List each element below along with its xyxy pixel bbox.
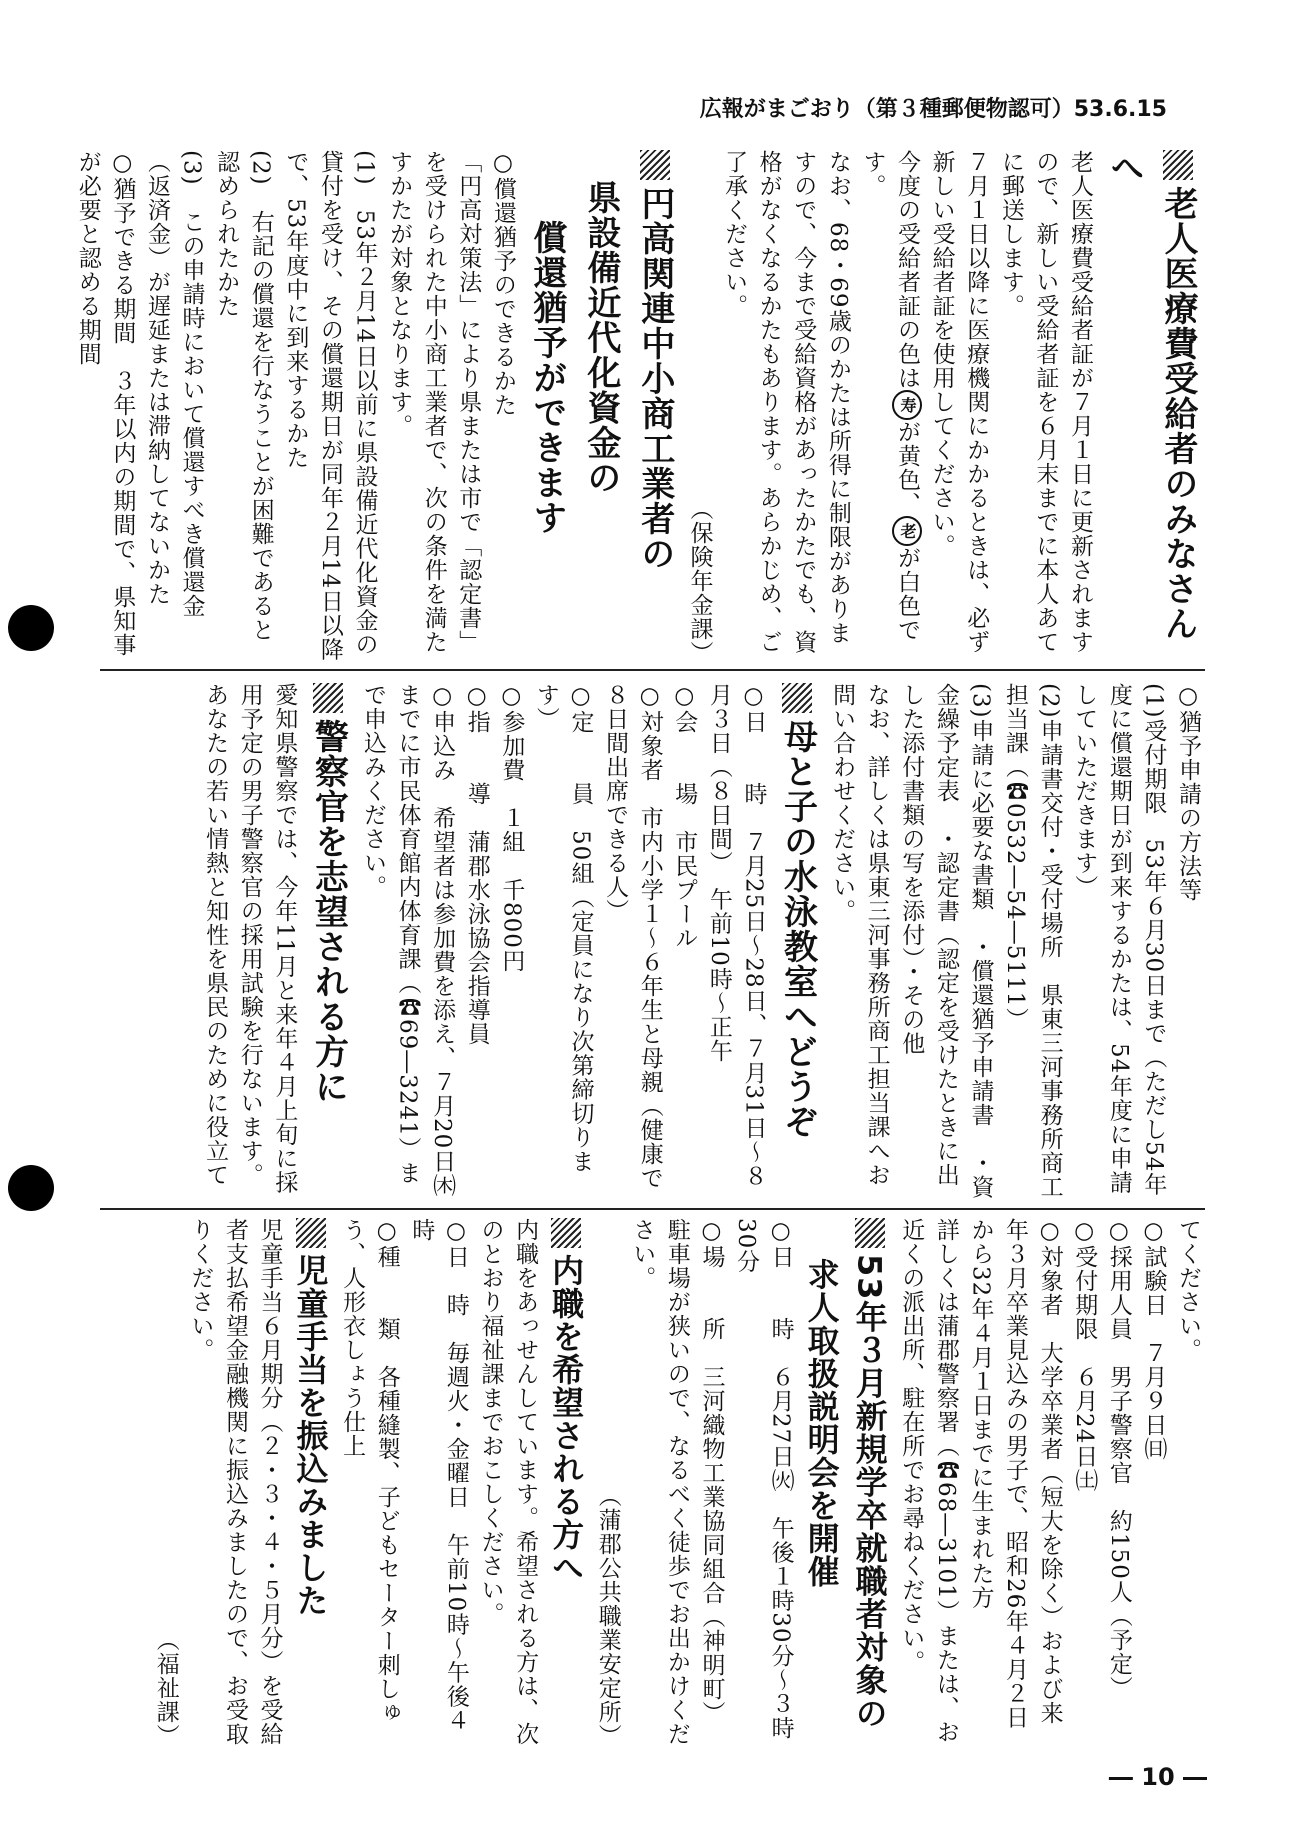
hatch-mark-icon <box>313 683 343 713</box>
list-item: ○指 導 蒲郡水泳協会指導員 <box>463 683 490 1046</box>
hatch-mark-icon <box>640 150 670 180</box>
band-bottom-column <box>100 1218 1205 1748</box>
list-item: ○日 時 毎週火・金曜日 午前10時～午後４時 <box>408 1218 469 1733</box>
list-item: ○猶予申請の方法等 <box>1175 683 1201 902</box>
page-header: 広報がまごおり（第３種郵便物認可）53.6.15 <box>699 97 1167 122</box>
list-item: ○日 時 ６月27日㈫ 午後１時30分～３時30分 <box>733 1218 794 1740</box>
punch-hole-bottom <box>8 1165 54 1211</box>
divider <box>100 1208 1205 1210</box>
band-top <box>74 150 1205 665</box>
article-title: 求人取扱説明会を開催 <box>802 1258 841 1588</box>
hatch-mark-icon <box>551 1218 581 1248</box>
list-item: (1)受付期限 53年６月30日まで（ただし54年度に償還期日が到来するかたは、54年度に申請していただきます） <box>1071 683 1167 1197</box>
badge-ro: 老 <box>892 516 922 546</box>
list-item: ○受付期限 ６月24日㈯ <box>1071 1218 1098 1493</box>
article-title: 老人医療費受給者のみなさんへ <box>1104 150 1198 641</box>
article-paragraph: なお、68・69歳のかたは所得に制限がありますので、今まで受給資格があったかたでも、資格がなくなるかたもあります。あらかじめ、ご了承ください。 <box>721 150 851 654</box>
list-item: なお、詳しくは県東三河事務所商工担当課へお問い合わせください。 <box>829 683 890 1187</box>
hatch-mark-icon <box>1163 150 1193 180</box>
article-paragraph: 今度の受給者証の色は寿が黄色、老が白色です。 <box>859 150 921 642</box>
band-bottom <box>100 1218 1205 1748</box>
list-item: ○対象者 市内小学１～６年生と母親（健康で８日間出席できる人） <box>602 683 663 1190</box>
article-title: 53年３月新規学卒就職者対象の <box>846 1218 894 1748</box>
hatch-mark-icon <box>782 683 812 713</box>
band-middle <box>100 683 1205 1201</box>
list-item: ○日 時 ７月25日～28日、７月31日～８月３日（８日間） 午前10時～正午 <box>705 683 767 1188</box>
list-item: ○猶予できる期間 ３年以内の期間で、県知事が必要と認める期間 <box>74 150 136 657</box>
article-credit: （蒲郡公共職業安定所） <box>594 1484 621 1748</box>
article-paragraph: あなたの若い情熱と知性を県民のために役立て <box>202 683 229 1187</box>
list-item: 「円高対策法」により県または市で「認定書」を受けられた中小商工業者で、次の条件を満たすかたが対象となります。 <box>386 150 482 654</box>
list-item: ○試験日 ７月９日㈰ <box>1140 1218 1167 1461</box>
list-item: (2)申請書交付・受付場所 県東三河事務所商工担当課（☎0532―54―5111） <box>1002 683 1063 1199</box>
list-item: ○参加費 １組 千800円 <box>498 683 525 973</box>
article-paragraph: 老人医療費受給者証が７月１日に更新されますので、新しい受給者証を６月末までに本人あてに郵送します。 <box>997 150 1093 654</box>
article-title: 内職を希望される方へ <box>542 1218 590 1748</box>
hatch-mark-icon <box>296 1218 326 1248</box>
article-credit: （保険年金課） <box>686 497 713 665</box>
divider <box>100 669 1205 671</box>
article-title: 警察官を志望される方に <box>301 683 355 1201</box>
article-title: 償還猶予ができます <box>526 220 567 535</box>
article-credit: （福祉課） <box>152 1628 179 1748</box>
list-item: てください。 <box>1175 1218 1201 1362</box>
list-item: 詳しくは蒲郡警察署（☎68―3101）または、お近くの派出所、駐在所でお尋ねください。 <box>898 1218 959 1744</box>
list-item: ○申込み 希望者は参加費を添え、７月20日㈭までに市民体育館内体育課（☎69―3241）まで申込みください。 <box>359 683 456 1198</box>
article-paragraph: 児童手当６月期分（２・３・４・５月分）を受給者支払希望金融機関に振込みましたので、お受取りください。 <box>187 1218 283 1746</box>
list-item: ○定 員 50組（定員になり次第締切ります） <box>532 683 594 1174</box>
punch-hole-top <box>8 605 54 651</box>
list-item: 駐車場が狭いので、なるべく徒歩でお出かけください。 <box>629 1218 690 1746</box>
list-item: ○償還猶予のできるかた <box>489 150 516 417</box>
article-title: 児童手当を振込みました <box>287 1218 335 1748</box>
article-paragraph: 内職をあっせんしています。希望される方は、次のとおり福祉課までおこしください。 <box>477 1218 539 1746</box>
article-paragraph: 愛知県警察では、今年11月と来年４月上旬に採用予定の男子警察官の採用試験を行ないます。 <box>236 683 298 1195</box>
badge-kotobuki: 寿 <box>892 390 922 420</box>
list-item: (3)申請に必要な書類 ・償還猶予申請書 ・資金繰予定表 ・認定書（認定を受けたときに出した添付書類の写を添付）・その他 <box>898 683 994 1199</box>
list-item: ○種 類 各種縫製、子どもセーター刺しゅう、人形衣しょう仕上 <box>339 1218 400 1725</box>
list-item: (1) 53年２月14日以前に県設備近代化資金の貸付を受け、その償還期日が同年２月14日以降で、53年度中に到来するかた <box>282 150 378 662</box>
list-item: ○採用人員 男子警察官 約150人（予定） <box>1105 1218 1132 1700</box>
article-title: 円高関連中小商工業者の <box>628 150 682 665</box>
list-item: ○対象者 大学卒業者（短大を除く）および来年３月卒業見込みの男子で、昭和26年４月２日から32年４月１日までに生まれた方 <box>967 1218 1063 1730</box>
band-top-column <box>74 150 1205 665</box>
hatch-mark-icon <box>855 1218 885 1248</box>
list-item: (3) この申請時において償還すべき償還金（返済金）が遅延または滞納してないかた <box>143 150 205 618</box>
page-number: ― 10 ― <box>1108 1763 1207 1791</box>
article-title: 母と子の水泳教室へどうぞ <box>770 683 824 1201</box>
article-paragraph: ７月１日以降に医療機関にかかるときは、必ず新しい受給者証を使用してください。 <box>928 150 990 654</box>
list-item: ○会 場 市民プール <box>671 683 698 950</box>
article-title: 県設備近代化資金の <box>580 180 621 495</box>
list-item: (2) 右記の償還を行なうことが困難であると認められたかた <box>213 150 274 642</box>
band-middle-column <box>100 683 1205 1201</box>
list-item: ○場 所 三河織物工業協同組合（神明町） <box>698 1218 725 1725</box>
